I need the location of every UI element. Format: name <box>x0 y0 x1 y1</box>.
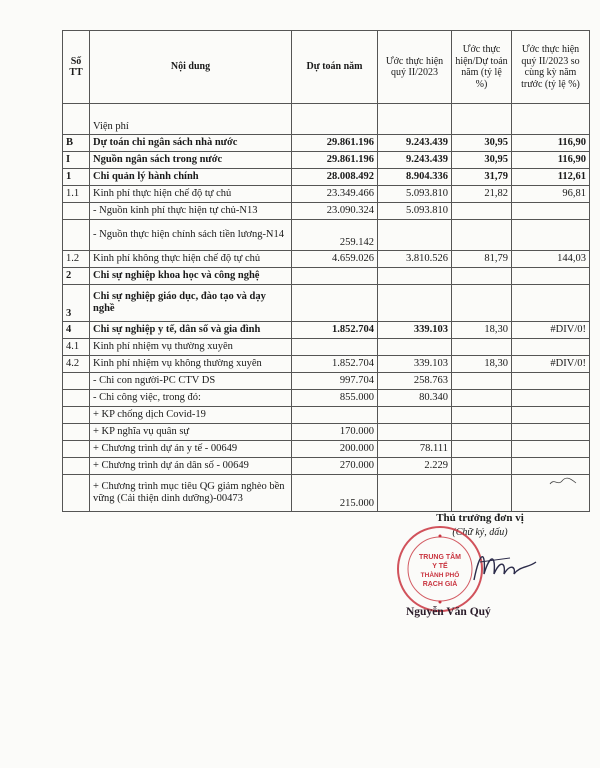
cell-estimate <box>378 268 452 285</box>
cell-content: Chi sự nghiệp giáo dục, đào tạo và dạy nghề <box>90 285 292 322</box>
cell-estimate: 3.810.526 <box>378 251 452 268</box>
cell-stt <box>63 373 90 390</box>
cell-budget: 855.000 <box>292 390 378 407</box>
svg-text:TRUNG TÂM: TRUNG TÂM <box>419 554 461 561</box>
cell-ratio-prev <box>512 441 590 458</box>
cell-content: Chi quản lý hành chính <box>90 169 292 186</box>
cell-budget: 1.852.704 <box>292 356 378 373</box>
cell-ratio-budget <box>452 407 512 424</box>
svg-text:RẠCH GIÁ: RẠCH GIÁ <box>422 581 458 588</box>
cell-estimate <box>378 104 452 135</box>
table-row <box>63 407 590 424</box>
cell-content: - Chi công việc, trong đó: <box>90 390 292 407</box>
cell-content: + Chương trình dự án y tế - 00649 <box>90 441 292 458</box>
cell-estimate <box>378 285 452 322</box>
budget-table <box>62 30 590 512</box>
table-row <box>63 441 590 458</box>
cell-content: Kinh phí nhiệm vụ thường xuyên <box>90 339 292 356</box>
handwritten-signature <box>470 540 540 590</box>
cell-estimate: 5.093.810 <box>378 186 452 203</box>
cell-ratio-budget: 31,79 <box>452 169 512 186</box>
table-row <box>63 104 590 135</box>
cell-estimate <box>378 424 452 441</box>
cell-ratio-budget <box>452 339 512 356</box>
header-estimate: Ước thực hiện quý II/2023 <box>378 31 452 104</box>
cell-estimate <box>378 220 452 251</box>
cell-stt: 3 <box>63 285 90 322</box>
signer-name: Nguyễn Văn Quý <box>406 606 491 618</box>
scribble-mark <box>548 474 578 488</box>
cell-stt: 1.2 <box>63 251 90 268</box>
header-ratio-budget: Ước thực hiện/Dự toán năm (tỷ lệ %) <box>452 31 512 104</box>
table-row <box>63 186 590 203</box>
cell-content: - Nguồn kinh phí thực hiện tự chủ-N13 <box>90 203 292 220</box>
cell-stt <box>63 220 90 251</box>
cell-content: Kinh phí nhiệm vụ không thường xuyên <box>90 356 292 373</box>
cell-estimate: 9.243.439 <box>378 152 452 169</box>
table-row <box>63 322 590 339</box>
cell-budget <box>292 407 378 424</box>
table-row <box>63 356 590 373</box>
cell-budget <box>292 339 378 356</box>
cell-ratio-prev: #DIV/0! <box>512 356 590 373</box>
cell-ratio-prev <box>512 458 590 475</box>
cell-ratio-budget <box>452 203 512 220</box>
cell-ratio-budget: 30,95 <box>452 135 512 152</box>
cell-estimate: 78.111 <box>378 441 452 458</box>
cell-ratio-prev <box>512 285 590 322</box>
cell-estimate: 339.103 <box>378 322 452 339</box>
table-row <box>63 135 590 152</box>
cell-estimate: 2.229 <box>378 458 452 475</box>
cell-ratio-prev: 112,61 <box>512 169 590 186</box>
cell-stt: 4.2 <box>63 356 90 373</box>
cell-stt <box>63 390 90 407</box>
cell-ratio-prev <box>512 220 590 251</box>
cell-ratio-budget <box>452 220 512 251</box>
cell-ratio-budget <box>452 373 512 390</box>
cell-content: Nguồn ngân sách trong nước <box>90 152 292 169</box>
table-row <box>63 203 590 220</box>
cell-estimate <box>378 339 452 356</box>
cell-ratio-budget: 18,30 <box>452 322 512 339</box>
cell-ratio-prev <box>512 407 590 424</box>
cell-estimate: 339.103 <box>378 356 452 373</box>
cell-ratio-budget <box>452 390 512 407</box>
cell-content: Kinh phí không thực hiện chế độ tự chủ <box>90 251 292 268</box>
cell-ratio-budget <box>452 424 512 441</box>
cell-content: Chi sự nghiệp khoa học và công nghệ <box>90 268 292 285</box>
cell-content: Kinh phí thực hiện chế độ tự chủ <box>90 186 292 203</box>
cell-ratio-prev <box>512 104 590 135</box>
cell-content: - Nguồn thực hiện chính sách tiền lương-N14 <box>90 220 292 251</box>
table-row <box>63 390 590 407</box>
cell-budget: 270.000 <box>292 458 378 475</box>
cell-ratio-budget <box>452 458 512 475</box>
table-row <box>63 373 590 390</box>
cell-content: + KP nghĩa vụ quân sự <box>90 424 292 441</box>
cell-budget: 215.000 <box>292 475 378 512</box>
cell-estimate: 258.763 <box>378 373 452 390</box>
cell-budget: 23.349.466 <box>292 186 378 203</box>
signer-subtitle: (Chữ ký, dấu) <box>452 527 508 538</box>
cell-estimate <box>378 475 452 512</box>
cell-budget <box>292 104 378 135</box>
cell-ratio-prev <box>512 268 590 285</box>
cell-ratio-budget <box>452 285 512 322</box>
table-row <box>63 424 590 441</box>
header-ratio-prev: Ước thực hiện quý II/2023 so cùng kỳ năm trước (tỷ lệ %) <box>512 31 590 104</box>
cell-ratio-prev: 144,03 <box>512 251 590 268</box>
table-row <box>63 152 590 169</box>
table-row <box>63 220 590 251</box>
cell-stt <box>63 203 90 220</box>
cell-stt: I <box>63 152 90 169</box>
cell-budget: 259.142 <box>292 220 378 251</box>
cell-budget: 170.000 <box>292 424 378 441</box>
cell-budget: 29.861.196 <box>292 135 378 152</box>
cell-estimate: 5.093.810 <box>378 203 452 220</box>
cell-ratio-budget <box>452 268 512 285</box>
cell-stt: 1.1 <box>63 186 90 203</box>
cell-content: + Chương trình mục tiêu QG giảm nghèo bền vững (Cải thiện dinh dưỡng)-00473 <box>90 475 292 512</box>
cell-content: + KP chống dịch Covid-19 <box>90 407 292 424</box>
table-header-row <box>63 31 590 104</box>
header-budget: Dự toán năm <box>292 31 378 104</box>
cell-ratio-budget: 21,82 <box>452 186 512 203</box>
cell-ratio-prev <box>512 203 590 220</box>
cell-ratio-prev <box>512 424 590 441</box>
header-content: Nội dung <box>90 31 292 104</box>
cell-estimate: 8.904.336 <box>378 169 452 186</box>
cell-budget: 997.704 <box>292 373 378 390</box>
cell-ratio-prev: 116,90 <box>512 152 590 169</box>
svg-text:Y TẾ: Y TẾ <box>432 563 448 570</box>
cell-content: Dự toán chi ngân sách nhà nước <box>90 135 292 152</box>
cell-stt <box>63 458 90 475</box>
cell-stt: 4.1 <box>63 339 90 356</box>
cell-budget: 4.659.026 <box>292 251 378 268</box>
cell-ratio-prev: 96,81 <box>512 186 590 203</box>
cell-budget: 29.861.196 <box>292 152 378 169</box>
table-row <box>63 268 590 285</box>
cell-ratio-prev <box>512 390 590 407</box>
cell-budget: 1.852.704 <box>292 322 378 339</box>
cell-stt <box>63 104 90 135</box>
cell-estimate: 80.340 <box>378 390 452 407</box>
cell-ratio-budget: 81,79 <box>452 251 512 268</box>
cell-estimate: 9.243.439 <box>378 135 452 152</box>
signer-title: Thủ trưởng đơn vị <box>436 512 524 524</box>
table-row <box>63 339 590 356</box>
cell-budget <box>292 285 378 322</box>
cell-stt: B <box>63 135 90 152</box>
svg-text:THÀNH PHỐ: THÀNH PHỐ <box>420 572 460 579</box>
table-row <box>63 475 590 512</box>
cell-content: + Chương trình dự án dân số - 00649 <box>90 458 292 475</box>
cell-ratio-budget <box>452 104 512 135</box>
cell-budget <box>292 268 378 285</box>
cell-content: - Chi con người-PC CTV DS <box>90 373 292 390</box>
cell-stt <box>63 441 90 458</box>
cell-ratio-budget <box>452 441 512 458</box>
cell-ratio-prev <box>512 373 590 390</box>
table-row <box>63 251 590 268</box>
cell-stt <box>63 424 90 441</box>
cell-estimate <box>378 407 452 424</box>
cell-ratio-prev <box>512 339 590 356</box>
cell-budget: 23.090.324 <box>292 203 378 220</box>
table-row <box>63 285 590 322</box>
cell-ratio-budget: 18,30 <box>452 356 512 373</box>
cell-ratio-prev: 116,90 <box>512 135 590 152</box>
cell-ratio-budget <box>452 475 512 512</box>
cell-content: Chi sự nghiệp y tế, dân số và gia đình <box>90 322 292 339</box>
table-row <box>63 458 590 475</box>
cell-ratio-prev: #DIV/0! <box>512 322 590 339</box>
cell-ratio-budget: 30,95 <box>452 152 512 169</box>
cell-stt: 4 <box>63 322 90 339</box>
cell-stt <box>63 475 90 512</box>
cell-content: Viện phí <box>90 104 292 135</box>
header-stt: Số TT <box>63 31 90 104</box>
cell-budget: 200.000 <box>292 441 378 458</box>
table-row <box>63 169 590 186</box>
cell-stt: 1 <box>63 169 90 186</box>
cell-stt: 2 <box>63 268 90 285</box>
cell-stt <box>63 407 90 424</box>
cell-budget: 28.008.492 <box>292 169 378 186</box>
